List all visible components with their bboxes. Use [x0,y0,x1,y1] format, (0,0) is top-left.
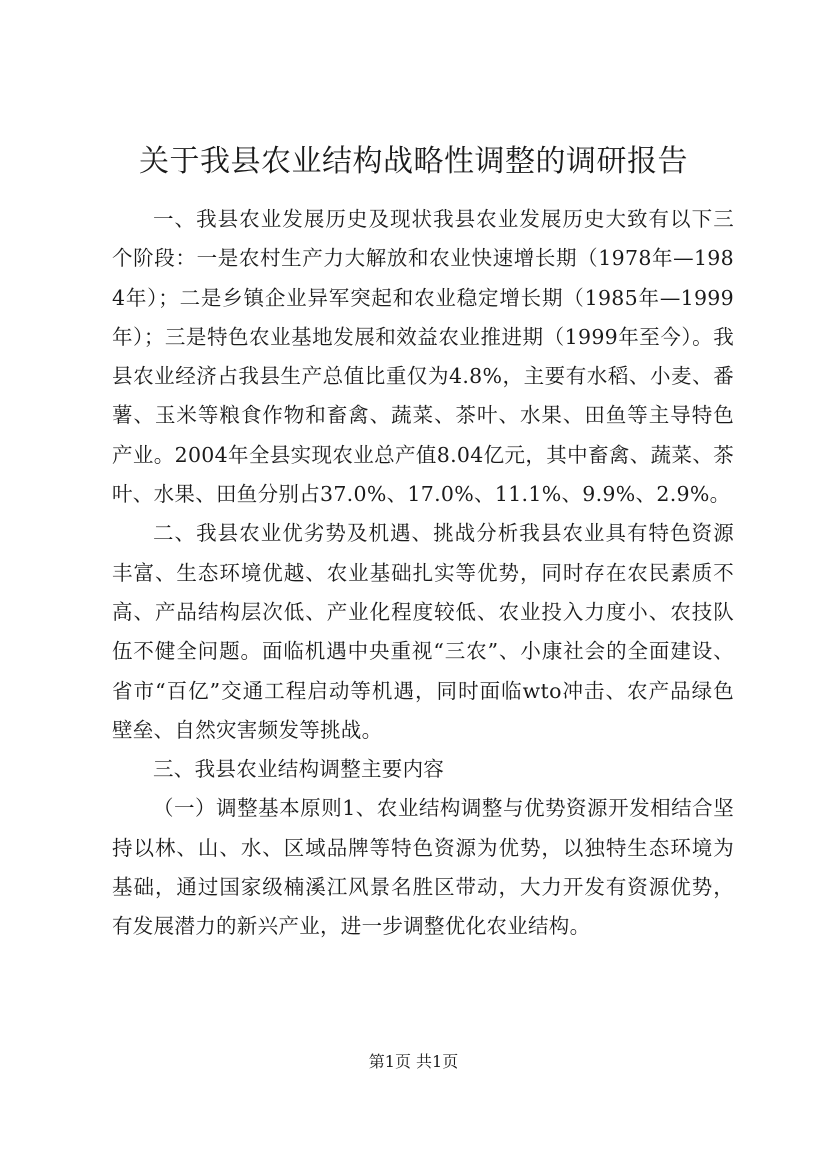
page-number-footer: 第1页 共1页 [368,1052,459,1071]
document-title: 关于我县农业结构战略性调整的调研报告 [139,144,688,179]
document-body [112,200,734,947]
paragraph-basic-principles: （一）调整基本原则1、农业结构调整与优势资源开发相结合坚持以林、山、水、区域品牌等特色资源为优势，以独特生态环境为基础，通过国家级楠溪江风景名胜区带动，大力开发有资源优势，有发展潜力的新兴产业，进一步调整优化农业结构。 [112,796,734,939]
paragraph-strengths-weaknesses: 二、我县农业优劣势及机遇、挑战分析我县农业具有特色资源丰富、生态环境优越、农业基础扎实等优势，同时存在农民素质不高、产品结构层次低、产业化程度较低、农业投入力度小、农技队伍不健全问题。面临机遇中央重视“三农”、小康社会的全面建设、省市“百亿”交通工程启动等机遇，同时面临wto冲击、农产品绿色壁垒、自然灾害频发等挑战。 [112,521,734,742]
paragraph-section-heading: 三、我县农业结构调整主要内容 [153,757,445,782]
paragraph-history-status: 一、我县农业发展历史及现状我县农业发展历史大致有以下三个阶段：一是农村生产力大解放和农业快速增长期（1978年—1984年）；二是乡镇企业异军突起和农业稳定增长期（1985年—1999年）；三是特色农业基地发展和效益农业推进期（1999年至今）。我县农业经济占我县生产总值比重仅为4.8%，主要有水稻、小麦、番薯、玉米等粮食作物和畜禽、蔬菜、茶叶、水果、田鱼等主导特色产业。2004年全县实现农业总产值8.04亿元，其中畜禽、蔬菜、茶叶、水果、田鱼分别占37.0%、17.0%、11.1%、9.9%、2.9%。 [112,207,734,507]
